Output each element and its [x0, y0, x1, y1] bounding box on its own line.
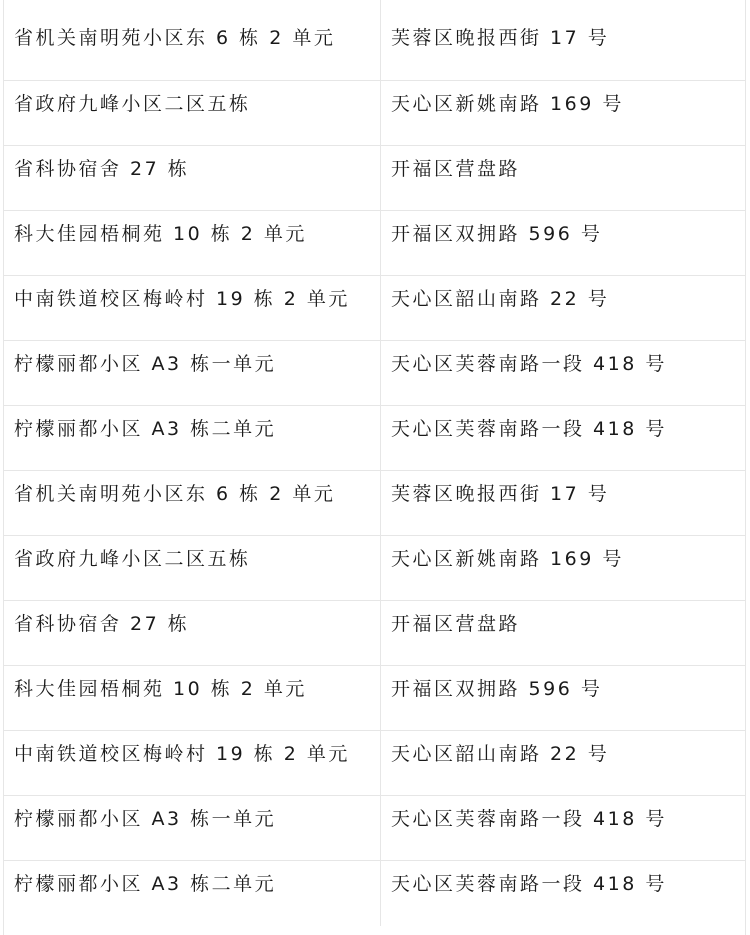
table-row	[4, 276, 745, 341]
address-cell: 芙蓉区晚报西街 17 号	[391, 27, 610, 49]
community-cell: 省政府九峰小区二区五栋	[4, 81, 381, 145]
community-cell: 柠檬丽都小区 A3 栋一单元	[4, 341, 381, 405]
address-cell: 天心区韶山南路 22 号	[391, 288, 610, 310]
address-table	[3, 0, 746, 935]
table-row	[4, 0, 745, 81]
table-row	[4, 796, 745, 861]
address-cell: 天心区韶山南路 22 号	[391, 743, 610, 765]
table-row	[4, 211, 745, 276]
community-cell: 中南铁道校区梅岭村 19 栋 2 单元	[4, 276, 381, 340]
community-cell: 省机关南明苑小区东 6 栋 2 单元	[4, 471, 381, 535]
table-row	[4, 146, 745, 211]
community-cell: 省科协宿舍 27 栋	[4, 146, 381, 210]
address-cell: 开福区双拥路 596 号	[391, 223, 603, 245]
address-cell: 天心区新姚南路 169 号	[391, 93, 624, 115]
table-row	[4, 666, 745, 731]
address-cell: 天心区芙蓉南路一段 418 号	[391, 873, 667, 895]
table-row	[4, 536, 745, 601]
address-cell: 天心区芙蓉南路一段 418 号	[391, 418, 667, 440]
table-row	[4, 861, 745, 926]
community-cell: 柠檬丽都小区 A3 栋二单元	[4, 861, 381, 926]
table-row	[4, 731, 745, 796]
address-cell: 开福区营盘路	[391, 158, 521, 180]
address-cell: 天心区新姚南路 169 号	[391, 548, 624, 570]
table-row	[4, 81, 745, 146]
community-cell: 中南铁道校区梅岭村 19 栋 2 单元	[4, 731, 381, 795]
community-cell: 省机关南明苑小区东 6 栋 2 单元	[4, 0, 381, 80]
community-cell: 柠檬丽都小区 A3 栋二单元	[4, 406, 381, 470]
address-cell: 开福区双拥路 596 号	[391, 678, 603, 700]
community-cell: 科大佳园梧桐苑 10 栋 2 单元	[4, 666, 381, 730]
table-row	[4, 341, 745, 406]
address-cell: 天心区芙蓉南路一段 418 号	[391, 808, 667, 830]
community-cell: 科大佳园梧桐苑 10 栋 2 单元	[4, 211, 381, 275]
address-cell: 天心区芙蓉南路一段 418 号	[391, 353, 667, 375]
table-row	[4, 406, 745, 471]
table-row	[4, 471, 745, 536]
address-cell: 芙蓉区晚报西街 17 号	[391, 483, 610, 505]
community-cell: 省政府九峰小区二区五栋	[4, 536, 381, 600]
table-row	[4, 601, 745, 666]
address-cell: 开福区营盘路	[391, 613, 521, 635]
community-cell: 柠檬丽都小区 A3 栋一单元	[4, 796, 381, 860]
community-cell: 省科协宿舍 27 栋	[4, 601, 381, 665]
